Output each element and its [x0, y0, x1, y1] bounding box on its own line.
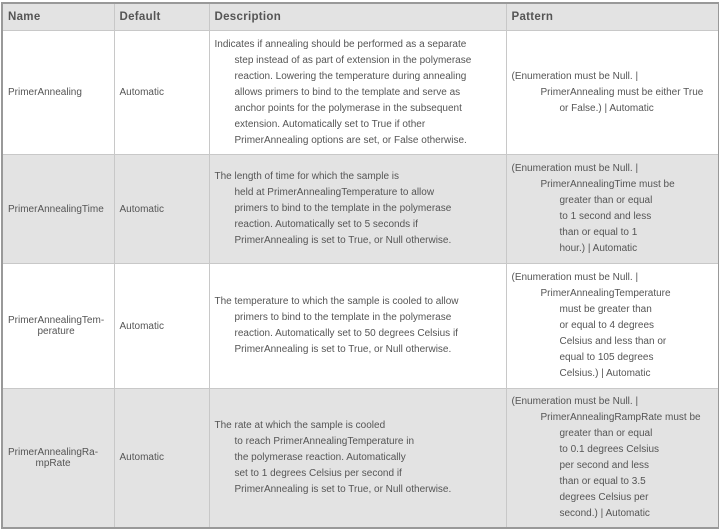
- header-default: Default: [114, 3, 209, 31]
- option-name-cell: [2, 389, 114, 528]
- pattern-line-1: (Enumeration must be Null. |: [511, 272, 639, 283]
- option-description-cell: [209, 264, 506, 389]
- option-default: Automatic: [114, 264, 209, 389]
- option-description-cell: [209, 389, 506, 528]
- pattern-line-1: (Enumeration must be Null. |: [511, 163, 639, 174]
- pattern-line-1: (Enumeration must be Null. |: [511, 395, 639, 407]
- option-name: PrimerAnnealingRa- mpRate: [8, 446, 99, 469]
- option-description: The length of time for which the sample is held at PrimerAnnealingTemperature to allow primers to bind to the template in the polymerase reaction. Automatically set to 5 seconds if PrimerAnnealing is set to True, or Null otherwise.: [214, 171, 452, 246]
- table-row: [2, 264, 719, 389]
- pattern-rest: or False.) | Automatic: [559, 102, 654, 114]
- pattern-rest: must be greater than or equal to 4 degrees Celsius and less than or equal to 105 degrees Celsius.) | Automatic: [559, 304, 667, 379]
- option-description-cell: [209, 155, 506, 264]
- header-pattern: Pattern: [506, 3, 719, 31]
- option-description: The temperature to which the sample is cooled to allow primers to bind to the template in the polymerase reaction. Automatically set to 50 degrees Celsius if PrimerAnnealing is set to True, or Null otherwise.: [214, 296, 459, 355]
- option-name-cell: [2, 31, 114, 155]
- header-row: [2, 3, 719, 31]
- option-pattern-cell: [506, 31, 719, 155]
- table-row: [2, 155, 719, 264]
- pattern-line-1: (Enumeration must be Null. |: [511, 70, 639, 82]
- pattern-rest: greater than or equal to 0.1 degrees Celsius per second and less than or equal to 3.5 degrees Celsius per second.) | Automatic: [559, 427, 660, 519]
- option-name: PrimerAnnealingTem- perature: [8, 315, 105, 337]
- option-description: The rate at which the sample is cooled to reach PrimerAnnealingTemperature in the polymerase reaction. Automatically set to 1 degrees Celsius per second if PrimerAnnealing is set to True, or Null otherwise.: [214, 419, 452, 495]
- table-row: [2, 389, 719, 528]
- table-row: [2, 31, 719, 155]
- header-description: Description: [209, 3, 506, 31]
- pattern-line-2: PrimerAnnealingTime must be: [540, 179, 675, 190]
- option-name-cell: [2, 155, 114, 264]
- pattern-line-2: PrimerAnnealingRampRate must be: [540, 411, 701, 423]
- pattern-line-2: PrimerAnnealingTemperature: [540, 288, 671, 299]
- option-description-cell: [209, 31, 506, 155]
- pattern-rest: greater than or equal to 1 second and less than or equal to 1 hour.) | Automatic: [559, 195, 653, 254]
- option-name-cell: [2, 264, 114, 389]
- option-pattern-cell: [506, 389, 719, 528]
- option-pattern-cell: [506, 264, 719, 389]
- header-name: Name: [2, 3, 114, 31]
- option-default: Automatic: [114, 31, 209, 155]
- option-pattern-cell: [506, 155, 719, 264]
- pattern-line-2: PrimerAnnealing must be either True: [540, 86, 704, 98]
- option-default: Automatic: [114, 389, 209, 528]
- option-name: PrimerAnnealingTime: [8, 203, 104, 215]
- option-default: Automatic: [114, 155, 209, 264]
- option-description: Indicates if annealing should be performed as a separate step instead of as part of extension in the polymerase reaction. Lowering the temperature during annealing allows primers to bind to the template and serve as anchor points for the polymerase in the subsequent extension. Automatically set to True if other PrimerAnnealing options are set, or False otherwise.: [214, 38, 472, 146]
- options-table: [1, 2, 719, 529]
- option-name: PrimerAnnealing: [8, 87, 82, 98]
